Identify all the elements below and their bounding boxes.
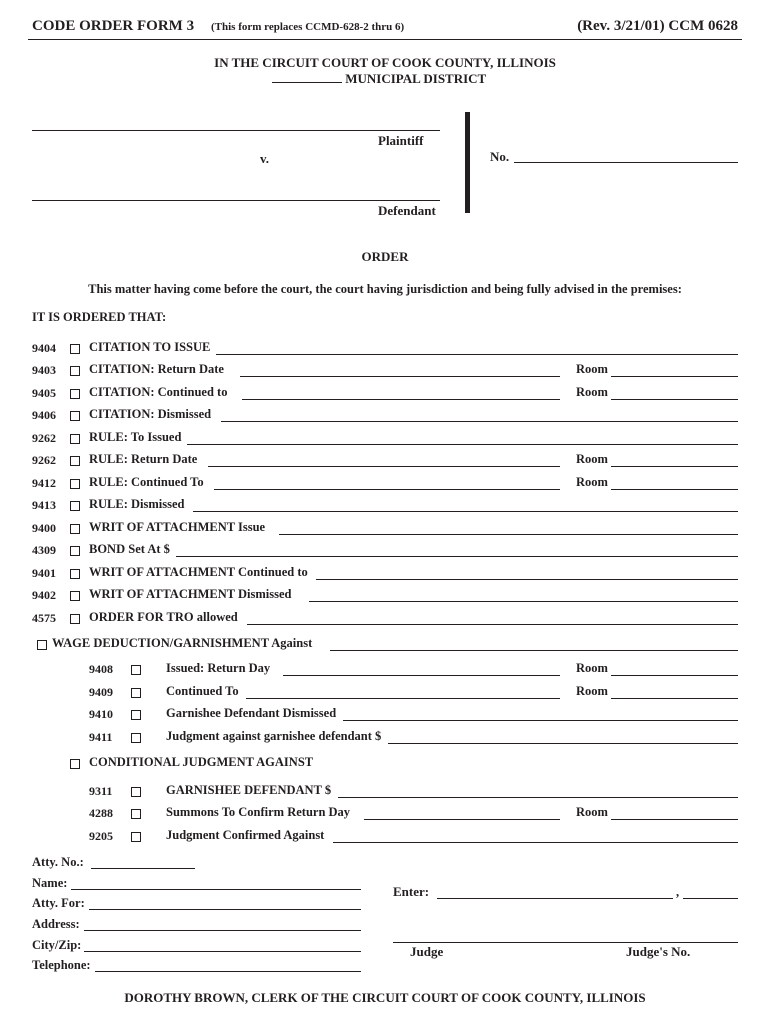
- item-field[interactable]: [364, 819, 560, 820]
- room-label: Room: [576, 684, 608, 698]
- item-code: 9408: [89, 662, 113, 676]
- room-label: Room: [576, 452, 608, 466]
- item-code: 9405: [32, 386, 56, 400]
- item-field[interactable]: [240, 376, 560, 377]
- room-field[interactable]: [611, 399, 738, 400]
- checkbox[interactable]: [131, 688, 141, 698]
- item-code: 9409: [89, 685, 113, 699]
- item-label: CITATION: Continued to: [89, 385, 228, 399]
- item-label: Judgment Confirmed Against: [166, 828, 325, 842]
- form-replaces-note: (This form replaces CCMD-628-2 thru 6): [211, 21, 405, 33]
- address-field[interactable]: [84, 930, 361, 931]
- checkbox[interactable]: [70, 546, 80, 556]
- item-label: Summons To Confirm Return Day: [166, 805, 351, 819]
- room-label: Room: [576, 805, 608, 819]
- item-code: 9404: [32, 341, 56, 355]
- item-field[interactable]: [316, 579, 738, 580]
- item-code: 9311: [89, 784, 113, 798]
- defendant-field[interactable]: [32, 200, 440, 201]
- checkbox[interactable]: [131, 787, 141, 797]
- item-code: 9262: [32, 431, 56, 445]
- room-label: Room: [576, 385, 608, 399]
- item-field[interactable]: [388, 743, 738, 744]
- item-field[interactable]: [338, 797, 738, 798]
- checkbox[interactable]: [131, 832, 141, 842]
- item-field[interactable]: [214, 489, 560, 490]
- item-code: 4309: [32, 543, 56, 557]
- checkbox[interactable]: [70, 411, 80, 421]
- item-label: CITATION TO ISSUE: [89, 340, 211, 354]
- item-field[interactable]: [242, 399, 560, 400]
- item-label: BOND Set At $: [89, 542, 170, 556]
- item-code: 9205: [89, 829, 113, 843]
- item-field[interactable]: [208, 466, 560, 467]
- item-field[interactable]: [343, 720, 738, 721]
- item-label: ORDER FOR TRO allowed: [89, 610, 238, 624]
- checkbox[interactable]: [70, 389, 80, 399]
- item-label: RULE: Dismissed: [89, 497, 185, 511]
- checkbox[interactable]: [131, 733, 141, 743]
- clerk-footer: DOROTHY BROWN, CLERK OF THE CIRCUIT COURT OF COOK COUNTY, ILLINOIS: [124, 990, 646, 1005]
- item-label: RULE: Continued To: [89, 475, 204, 489]
- district-label: MUNICIPAL DISTRICT: [345, 71, 487, 86]
- atty-for-field[interactable]: [89, 909, 361, 910]
- judge-signature-field[interactable]: [393, 942, 738, 943]
- ordered-label: IT IS ORDERED THAT:: [32, 310, 167, 324]
- item-code: 9402: [32, 588, 56, 602]
- telephone-field[interactable]: [95, 971, 361, 972]
- checkbox[interactable]: [70, 479, 80, 489]
- item-code: 4288: [89, 806, 113, 820]
- item-label: WRIT OF ATTACHMENT Continued to: [89, 565, 308, 579]
- item-field[interactable]: [279, 534, 738, 535]
- item-label: Issued: Return Day: [166, 661, 271, 675]
- item-label: RULE: Return Date: [89, 452, 198, 466]
- item-code: 9413: [32, 498, 56, 512]
- item-label: Continued To: [166, 684, 239, 698]
- checkbox[interactable]: [70, 366, 80, 376]
- item-label: Judgment against garnishee defendant $: [166, 729, 382, 743]
- checkbox[interactable]: [70, 344, 80, 354]
- caption-divider: [465, 112, 470, 213]
- checkbox[interactable]: [70, 524, 80, 534]
- item-code: 4575: [32, 611, 56, 625]
- item-field[interactable]: [221, 421, 738, 422]
- item-field[interactable]: [246, 698, 560, 699]
- item-code: 9401: [32, 566, 56, 580]
- room-label: Room: [576, 362, 608, 376]
- item-code: 9412: [32, 476, 56, 490]
- item-code: 9411: [89, 730, 113, 744]
- checkbox[interactable]: [131, 665, 141, 675]
- room-field[interactable]: [611, 466, 738, 467]
- enter-date-field[interactable]: [437, 898, 673, 899]
- checkbox[interactable]: [131, 809, 141, 819]
- item-label: Garnishee Defendant Dismissed: [166, 706, 337, 720]
- room-field[interactable]: [611, 698, 738, 699]
- order-preamble: This matter having come before the court, the court having jurisdiction and being fully advised in the premises:: [88, 282, 682, 296]
- city-zip-field[interactable]: [84, 951, 361, 952]
- case-number-field[interactable]: [514, 162, 738, 163]
- item-label: CITATION: Return Date: [89, 362, 224, 376]
- district-row: [272, 71, 486, 87]
- enter-label: Enter:: [393, 884, 430, 899]
- plaintiff-field[interactable]: [32, 130, 440, 131]
- judge-number-label: Judge's No.: [626, 944, 691, 959]
- atty-name-label: Name:: [32, 876, 68, 890]
- item-field[interactable]: [193, 511, 738, 512]
- form-revision: (Rev. 3/21/01) CCM 0628: [577, 18, 738, 34]
- item-code: 9403: [32, 363, 56, 377]
- room-field[interactable]: [611, 819, 738, 820]
- wage-field[interactable]: [330, 650, 738, 651]
- checkbox[interactable]: [70, 569, 80, 579]
- atty-no-label: Atty. No.:: [32, 855, 84, 869]
- item-field[interactable]: [283, 675, 560, 676]
- defendant-label: Defendant: [378, 203, 436, 218]
- item-field[interactable]: [216, 354, 738, 355]
- wage-label: WAGE DEDUCTION/GARNISHMENT Against: [52, 636, 313, 650]
- item-field[interactable]: [309, 601, 738, 602]
- versus-label: v.: [260, 151, 270, 166]
- checkbox[interactable]: [70, 591, 80, 601]
- telephone-label: Telephone:: [32, 958, 91, 972]
- judge-label: Judge: [410, 944, 444, 959]
- item-code: 9400: [32, 521, 56, 535]
- item-field[interactable]: [187, 444, 738, 445]
- item-code: 9262: [32, 453, 56, 467]
- item-code: 9410: [89, 707, 113, 721]
- item-label: GARNISHEE DEFENDANT $: [166, 783, 332, 797]
- checkbox[interactable]: [70, 434, 80, 444]
- item-label: WRIT OF ATTACHMENT Dismissed: [89, 587, 292, 601]
- item-code: 9406: [32, 408, 56, 422]
- district-field[interactable]: [272, 71, 342, 83]
- checkbox[interactable]: [131, 710, 141, 720]
- checkbox[interactable]: [37, 640, 47, 650]
- room-field[interactable]: [611, 489, 738, 490]
- case-number-label: No.: [490, 149, 510, 164]
- item-label: CITATION: Dismissed: [89, 407, 212, 421]
- atty-for-label: Atty. For:: [32, 896, 85, 910]
- city-zip-label: City/Zip:: [32, 938, 82, 952]
- atty-no-field[interactable]: [91, 868, 195, 869]
- header-rule: [28, 39, 742, 40]
- order-title: ORDER: [361, 249, 409, 264]
- checkbox[interactable]: [70, 759, 80, 769]
- item-label: RULE: To Issued: [89, 430, 182, 444]
- item-field[interactable]: [333, 842, 738, 843]
- item-field[interactable]: [176, 556, 738, 557]
- item-field[interactable]: [247, 624, 738, 625]
- atty-name-field[interactable]: [71, 889, 361, 890]
- enter-year-field[interactable]: [683, 898, 738, 899]
- address-label: Address:: [32, 917, 80, 931]
- plaintiff-label: Plaintiff: [378, 133, 424, 148]
- room-field[interactable]: [611, 376, 738, 377]
- item-label: WRIT OF ATTACHMENT Issue: [89, 520, 266, 534]
- room-label: Room: [576, 661, 608, 675]
- room-label: Room: [576, 475, 608, 489]
- checkbox[interactable]: [70, 456, 80, 466]
- conditional-label: CONDITIONAL JUDGMENT AGAINST: [89, 755, 314, 769]
- room-field[interactable]: [611, 675, 738, 676]
- form-name: CODE ORDER FORM 3: [32, 18, 195, 34]
- enter-comma: ,: [676, 885, 680, 899]
- court-name: IN THE CIRCUIT COURT OF COOK COUNTY, ILLINOIS: [214, 55, 556, 70]
- checkbox[interactable]: [70, 614, 80, 624]
- checkbox[interactable]: [70, 501, 80, 511]
